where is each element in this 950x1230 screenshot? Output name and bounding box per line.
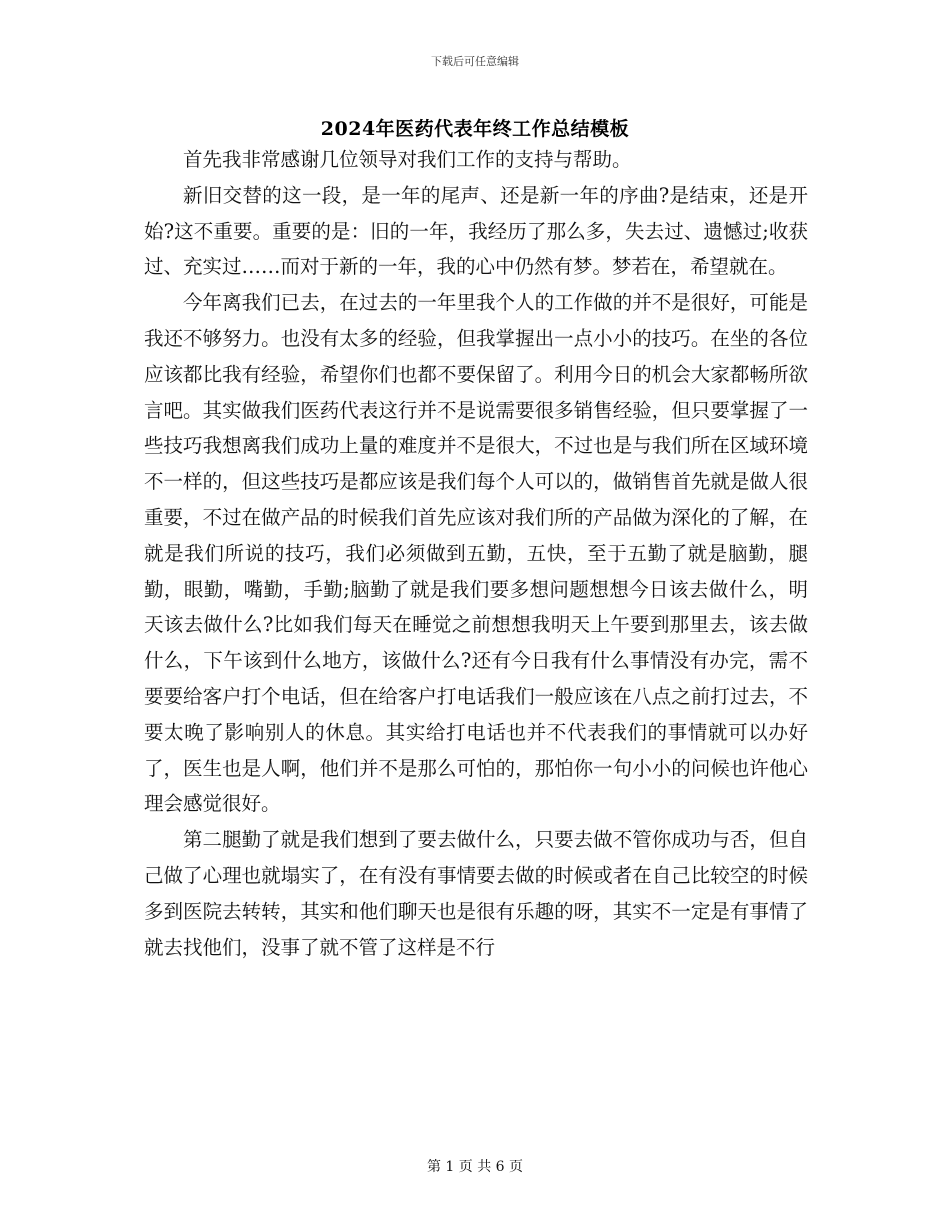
paragraph-3: 今年离我们已去，在过去的一年里我个人的工作做的并不是很好，可能是我还不够努力。也没有太多的经验，但我掌握出一点小小的技巧。在坐的各位应该都比我有经验，希望你们也都不要保留了。利用今日的机会大家都畅所欲言吧。其实做我们医药代表这行并不是说需要很多销售经验，但只要掌握了一些技巧我想离我们成功上量的难度并不是很大，不过也是与我们所在区域环境不一样的，但这些技巧是都应该是我们每个人可以的，做销售首先就是做人很重要，不过在做产品的时候我们首先应该对我们所的产品做为深化的了解，在就是我们所说的技巧，我们必须做到五勤，五快，至于五勤了就是脑勤，腿勤，眼勤，嘴勤，手勤;脑勤了就是我们要多想问题想想今日该去做什么，明天该去做什么?比如我们每天在睡觉之前想想我明天上午要到那里去，该去做什么，下午该到什么地方，该做什么?还有今日我有什么事情没有办完，需不要要给客户打个电话，但在给客户打电话我们一般应该在八点之前打过去，不要太晚了影响别人的休息。其实给打电话也并不代表我们的事情就可以办好了，医生也是人啊，他们并不是那么可怕的，那怕你一句小小的问候也许他心理会感觉很好。 [144,291,808,816]
page-footer: 第 1 页 共 6 页 [426,1159,524,1175]
paragraph-4: 第二腿勤了就是我们想到了要去做什么，只要去做不管你成功与否，但自己做了心理也就塌实了，在有没有事情要去做的时候或者在自己比较空的时候多到医院去转转，其实和他们聊天也是很有乐趣的呀，其实不一定是有事情了就去找他们，没事了就不管了这样是不行 [144,828,808,959]
document-title: 2024年医药代表年终工作总结模板 [320,118,630,140]
paragraph-1: 首先我非常感谢几位领导对我们工作的支持与帮助。 [183,148,632,171]
document-body [144,142,808,965]
header-note: 下载后可任意编辑 [431,55,519,68]
paragraph-2: 新旧交替的这一段，是一年的尾声、还是新一年的序曲?是结束，还是开始?这不重要。重要的是：旧的一年，我经历了那么多，失去过、遗憾过;收获过、充实过……而对于新的一年，我的心中仍然有梦。梦若在，希望就在。 [144,183,808,279]
